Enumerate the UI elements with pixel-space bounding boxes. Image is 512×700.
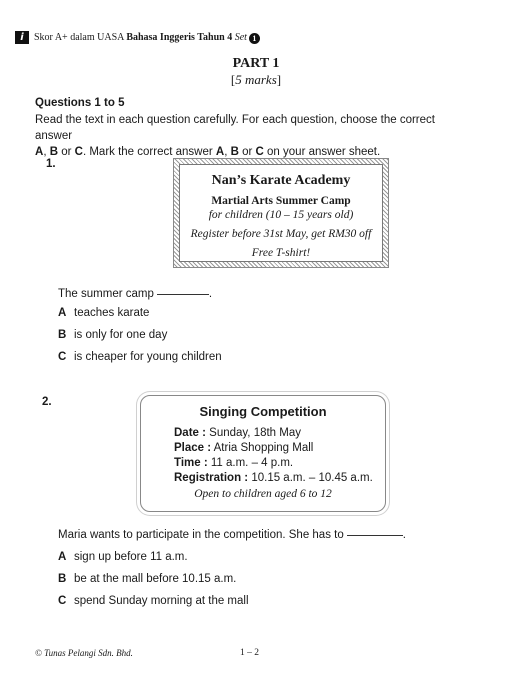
row-value: 10.15 a.m. – 10.45 a.m. bbox=[251, 472, 373, 484]
instr-letter: B bbox=[230, 146, 239, 158]
instructions bbox=[35, 112, 475, 160]
part-marks bbox=[0, 72, 512, 88]
instr-letter: B bbox=[49, 146, 59, 158]
stem-end: . bbox=[208, 288, 213, 300]
header-prefix: Skor A+ dalam UASA bbox=[34, 32, 124, 43]
row-value: Atria Shopping Mall bbox=[213, 442, 314, 454]
instr-text: , bbox=[224, 146, 231, 158]
stem-end: . bbox=[402, 529, 406, 541]
question-number: 1. bbox=[46, 158, 56, 170]
marks-text: 5 marks bbox=[235, 72, 277, 87]
notice-time-row bbox=[174, 457, 293, 469]
instr-letter: C bbox=[255, 146, 264, 158]
section-heading: Questions 1 to 5 bbox=[35, 97, 125, 109]
notice-age-line: for children (10 – 15 years old) bbox=[208, 209, 354, 221]
option-c[interactable] bbox=[58, 595, 249, 607]
option-letter: C bbox=[58, 595, 67, 607]
option-b[interactable] bbox=[58, 573, 236, 585]
notice-free-line: Free T-shirt! bbox=[251, 247, 311, 259]
running-header bbox=[34, 31, 260, 44]
option-b[interactable] bbox=[58, 329, 167, 341]
instr-letter: C bbox=[74, 146, 83, 158]
option-text: sign up before 11 a.m. bbox=[74, 551, 188, 563]
question-stem bbox=[58, 529, 406, 541]
set-number-badge: 1 bbox=[249, 33, 260, 44]
stem-text: Maria wants to participate in the competition. She has to bbox=[58, 529, 344, 541]
option-c[interactable] bbox=[58, 351, 222, 363]
row-key: Time : bbox=[174, 457, 208, 469]
option-text: be at the mall before 10.15 a.m. bbox=[74, 573, 237, 585]
karate-notice-inner bbox=[179, 164, 383, 262]
instr-text: on your answer sheet. bbox=[263, 146, 381, 158]
option-letter: A bbox=[58, 551, 67, 563]
marks-bracket-close: ] bbox=[276, 72, 282, 87]
option-text: teaches karate bbox=[74, 307, 150, 319]
header-set-word: Set bbox=[234, 32, 247, 43]
option-letter: C bbox=[58, 351, 67, 363]
option-letter: B bbox=[58, 329, 67, 341]
answer-blank bbox=[157, 294, 209, 295]
instr-text: or bbox=[238, 146, 256, 158]
notice-title: Nan’s Karate Academy bbox=[211, 173, 351, 188]
question-stem bbox=[58, 288, 212, 300]
option-text: is cheaper for young children bbox=[74, 351, 222, 363]
publisher-logo: i bbox=[15, 31, 29, 44]
instr-letter: A bbox=[215, 146, 225, 158]
stem-text: The summer camp bbox=[58, 288, 154, 300]
notice-title: Singing Competition bbox=[199, 404, 327, 419]
notice-date-row bbox=[174, 427, 301, 439]
answer-blank bbox=[347, 535, 403, 536]
page-number: 1 – 2 bbox=[240, 648, 259, 658]
marks-bracket-open: [ bbox=[230, 72, 236, 87]
notice-register-line: Register before 31st May, get RM30 off bbox=[190, 228, 372, 240]
option-a[interactable] bbox=[58, 551, 188, 563]
row-value: Sunday, 18th May bbox=[209, 427, 301, 439]
option-text: spend Sunday morning at the mall bbox=[74, 595, 249, 607]
instr-text: . Mark the correct answer bbox=[82, 146, 216, 158]
instr-text: or bbox=[58, 146, 75, 158]
part-title: PART 1 bbox=[232, 56, 280, 71]
option-text: is only for one day bbox=[74, 329, 168, 341]
row-value: 11 a.m. – 4 p.m. bbox=[210, 457, 294, 469]
notice-open-to: Open to children aged 6 to 12 bbox=[194, 488, 332, 500]
header-subject: Bahasa Inggeris Tahun 4 bbox=[126, 32, 233, 43]
notice-place-row bbox=[174, 442, 313, 454]
karate-notice bbox=[173, 158, 389, 268]
row-key: Date : bbox=[174, 427, 206, 439]
option-letter: B bbox=[58, 573, 67, 585]
row-key: Registration : bbox=[174, 472, 249, 484]
instruction-line-1: Read the text in each question carefully. For each question, choose the correct answer bbox=[35, 114, 435, 142]
option-letter: A bbox=[58, 307, 67, 319]
row-key: Place : bbox=[174, 442, 212, 454]
option-a[interactable] bbox=[58, 307, 149, 319]
instr-letter: A bbox=[35, 146, 44, 158]
notice-subtitle: Martial Arts Summer Camp bbox=[211, 195, 351, 207]
copyright-notice: © Tunas Pelangi Sdn. Bhd. bbox=[35, 648, 133, 658]
question-number: 2. bbox=[42, 396, 52, 408]
instr-text: , bbox=[43, 146, 50, 158]
singing-notice bbox=[140, 395, 386, 512]
notice-registration-row bbox=[174, 472, 373, 484]
